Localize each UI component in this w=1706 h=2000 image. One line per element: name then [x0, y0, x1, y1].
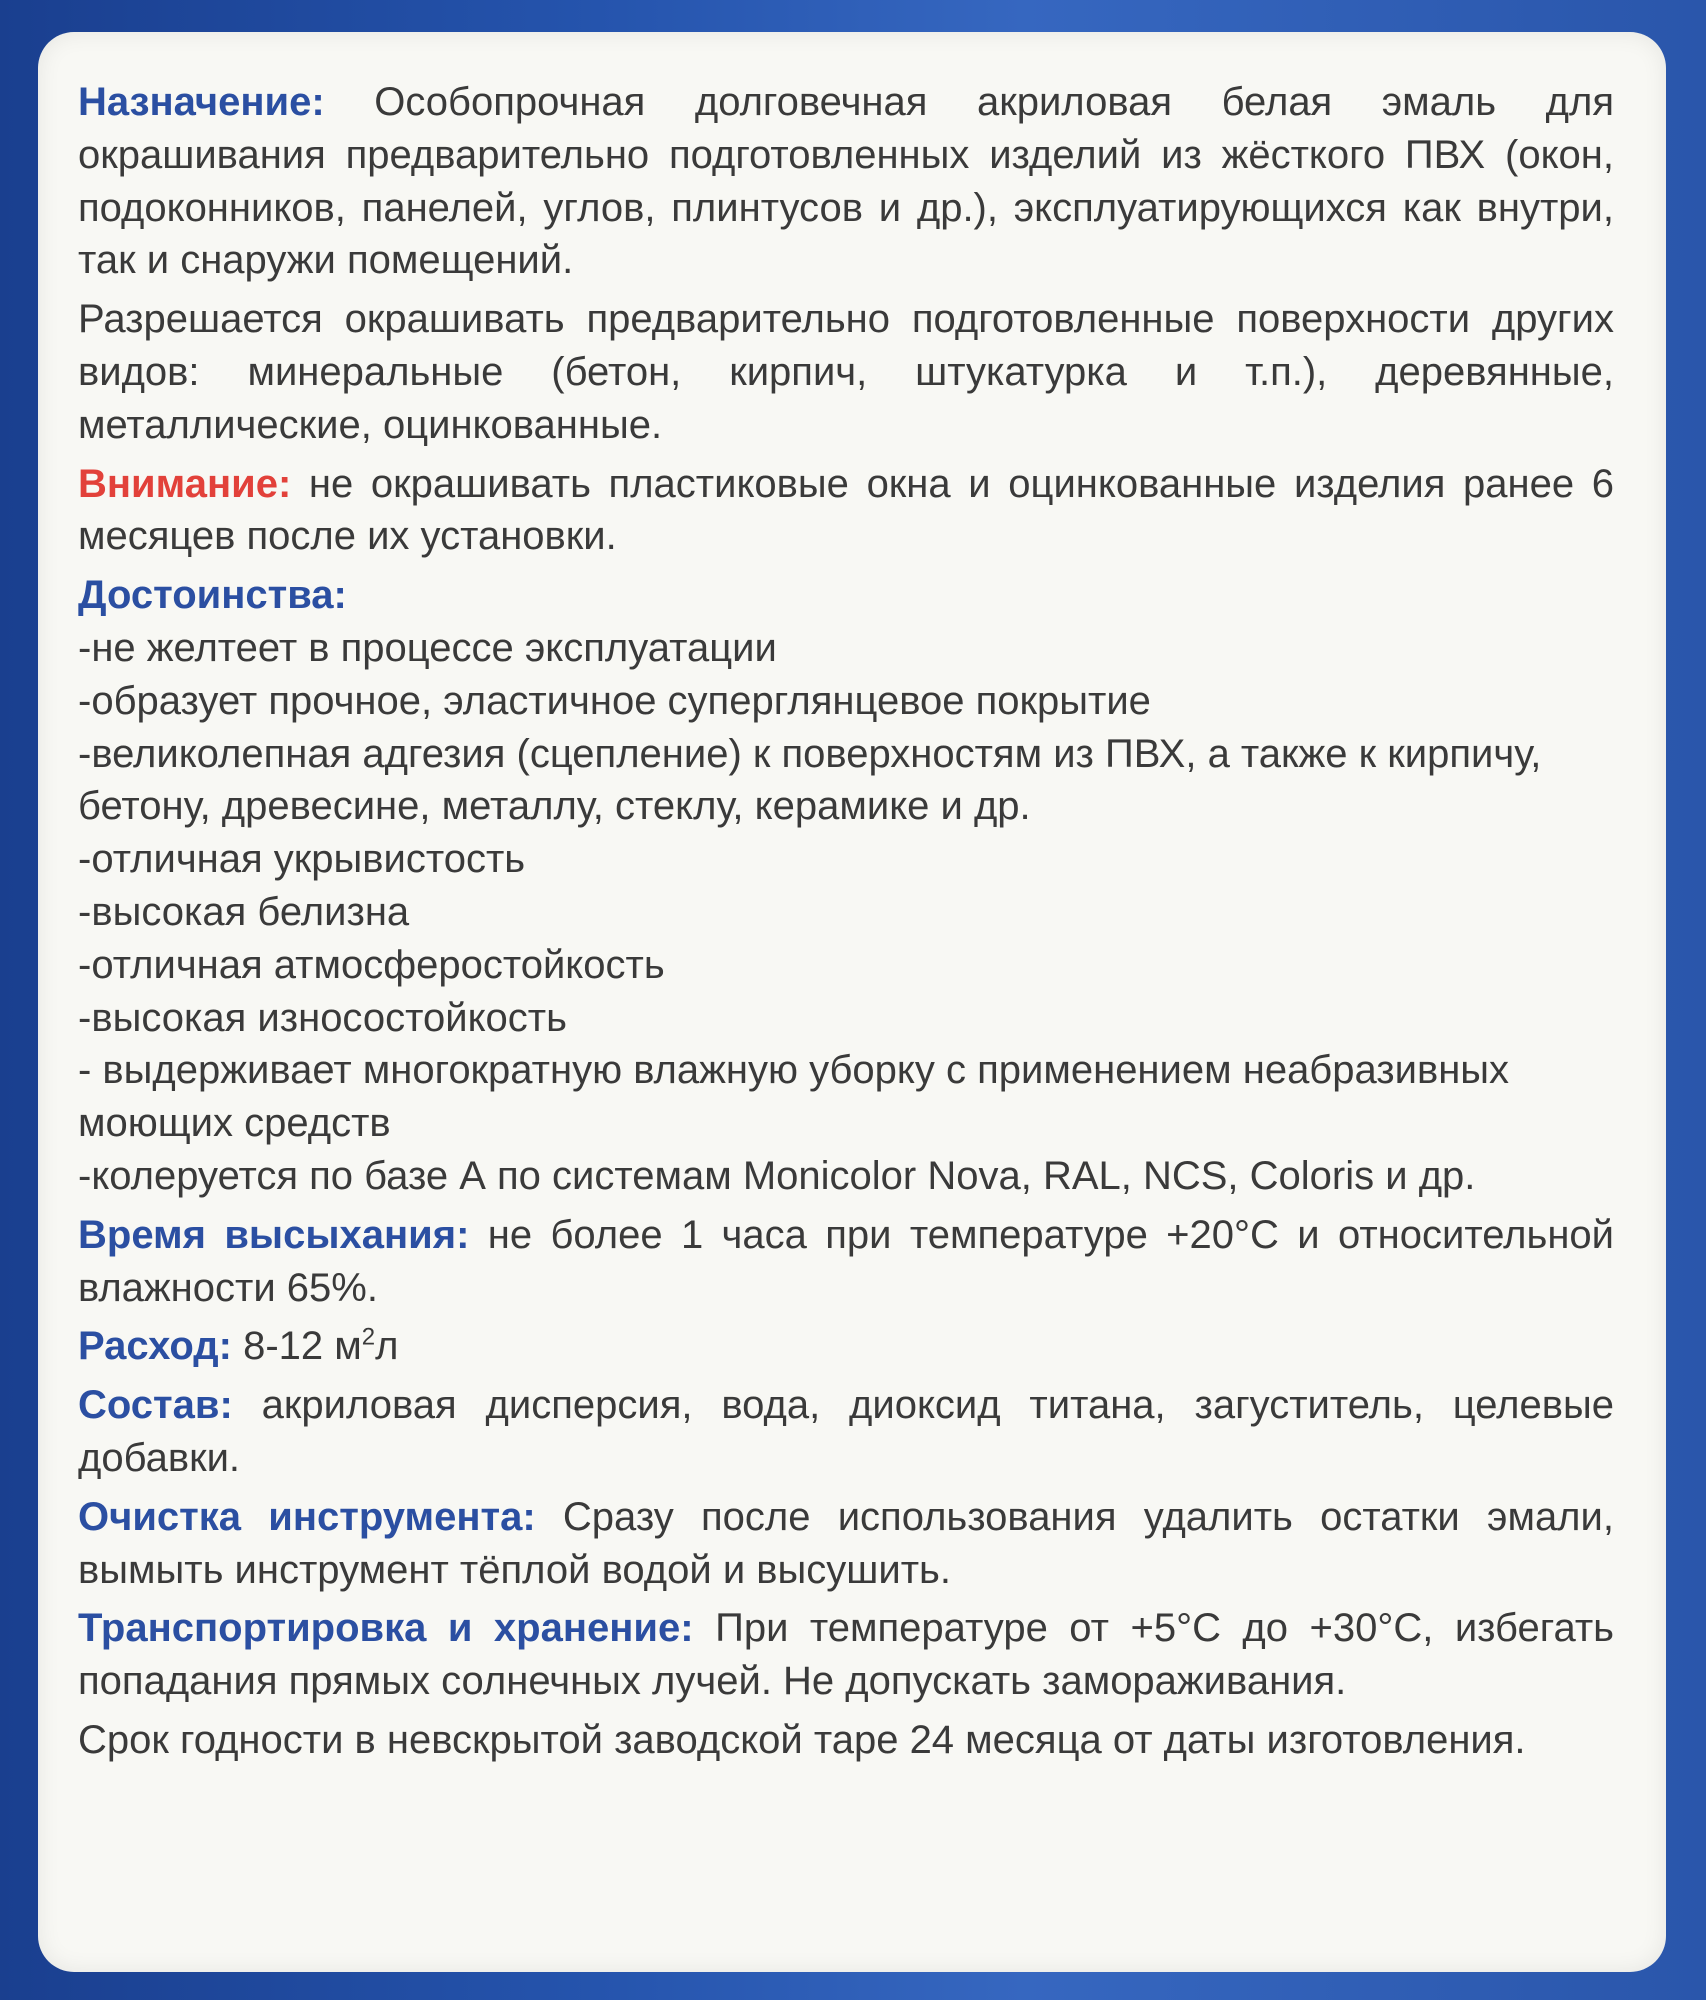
consumption-paragraph — [78, 1320, 1614, 1373]
consumption-text: 8-12 м — [231, 1324, 362, 1369]
composition-heading: Состав: — [78, 1383, 233, 1428]
drying-heading: Время высыхания: — [78, 1212, 470, 1257]
warning-paragraph — [78, 458, 1614, 564]
list-item: -отличная атмосферостойкость — [78, 942, 665, 987]
list-item: -не желтеет в процессе эксплуатации — [78, 625, 777, 670]
cleaning-heading: Очистка инструмента: — [78, 1494, 536, 1539]
product-label-panel — [38, 32, 1666, 1972]
allowed-surfaces-text: Разрешается окрашивать предварительно подготовленные поверхности других видов: минеральные (бетон, кирпич, штукатурка и т.п.), деревянные, металлические, оцинкованные. — [78, 297, 1614, 447]
purpose-text: Особопрочная долговечная акриловая белая эмаль для окрашивания предварительно подготовленных изделий из жёсткого ПВХ (окон, подоконников, панелей, углов, плинтусов и др.), эксплуатирующихся как внутри, так и снаружи помещений. — [78, 80, 1614, 283]
list-item: -колеруется по базе А по системам Monicolor Nova, RAL, NCS, Coloris и др. — [78, 1153, 1476, 1198]
purpose-paragraph — [78, 76, 1614, 287]
advantages-heading: Достоинства: — [78, 573, 347, 618]
consumption-heading: Расход: — [78, 1324, 232, 1369]
list-item: -высокая белизна — [78, 889, 410, 934]
storage-heading: Транспортировка и хранение: — [78, 1606, 694, 1651]
cleaning-paragraph — [78, 1491, 1614, 1597]
consumption-superscript: 2 — [361, 1324, 376, 1351]
advantages-list — [78, 622, 1614, 1203]
list-item: -великолепная адгезия (сцепление) к поверхностям из ПВХ, а также к кирпичу, бетону, древесине, металлу, стеклу, керамике и др. — [78, 731, 1542, 829]
list-item: -высокая износостойкость — [78, 995, 567, 1040]
allowed-surfaces-paragraph — [78, 293, 1614, 451]
advantages-heading-line — [78, 569, 1614, 622]
list-item: -образует прочное, эластичное суперглянцевое покрытие — [78, 678, 1151, 723]
consumption-suffix: л — [375, 1324, 399, 1369]
shelf-life-paragraph — [78, 1714, 1614, 1767]
drying-text: не более 1 часа при температуре +20°С и относительной влажности 65%. — [78, 1212, 1615, 1310]
warning-text: не окрашивать пластиковые окна и оцинкованные изделия ранее 6 месяцев после их установки. — [78, 461, 1614, 559]
warning-heading: Внимание: — [78, 461, 292, 506]
list-item: -отличная укрывистость — [78, 837, 526, 882]
composition-paragraph — [78, 1379, 1614, 1485]
composition-text: акриловая дисперсия, вода, диоксид титана, загуститель, целевые добавки. — [78, 1383, 1614, 1480]
list-item: - выдерживает многократную влажную уборку с применением неабразивных моющих средств — [78, 1048, 1510, 1146]
shelf-life-text: Срок годности в невскрытой заводской таре 24 месяца от даты изготовления. — [78, 1717, 1526, 1762]
drying-paragraph — [78, 1209, 1614, 1315]
cleaning-text: Сразу после использования удалить остатки эмали, вымыть инструмент тёплой водой и высушить. — [78, 1494, 1614, 1592]
storage-paragraph — [78, 1602, 1614, 1708]
storage-text: При температуре от +5°С до +30°С, избегать попадания прямых солнечных лучей. Не допускать замораживания. — [78, 1606, 1614, 1704]
purpose-heading: Назначение: — [78, 80, 325, 124]
